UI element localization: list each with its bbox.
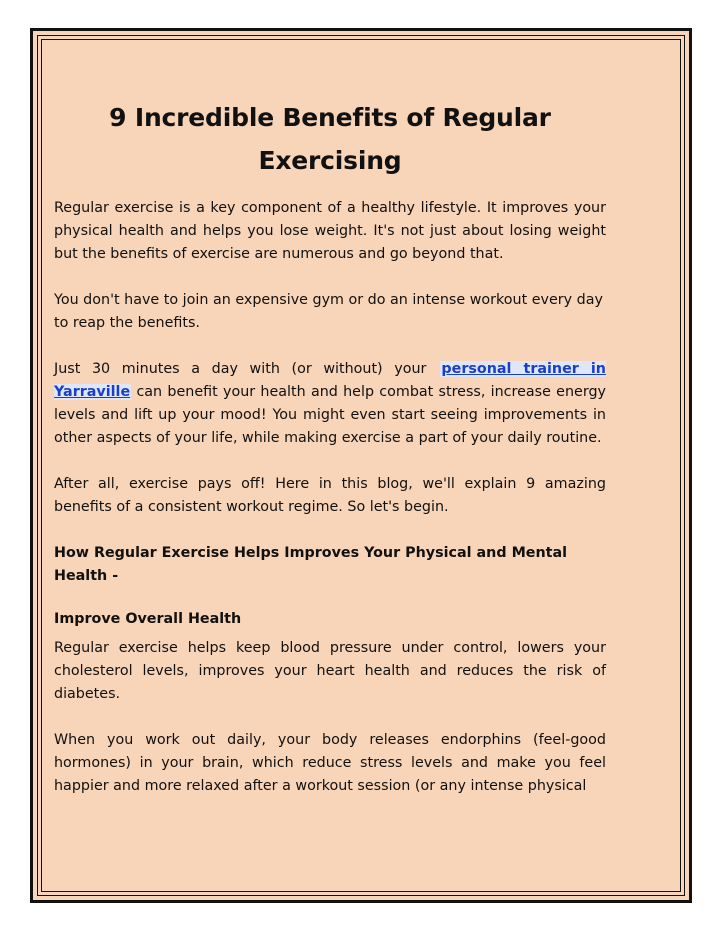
paragraph-pays-off: After all, exercise pays off! Here in this blog, we'll explain 9 amazing benefits of a consistent workout regime. So let's begin. — [54, 476, 606, 515]
document-content — [54, 96, 606, 821]
paragraph-endorphins: When you work out daily, your body releases endorphins (feel-good hormones) in your brain, which reduce stress levels and make you feel happier and more relaxed after a workout session (or any intense physical — [54, 732, 606, 794]
subsection-heading: Improve Overall Health — [54, 611, 242, 627]
paragraph-overall-health: Regular exercise helps keep blood pressure under control, lowers your cholesterol levels, improves your heart health and reduces the risk of diabetes. — [54, 640, 606, 702]
paragraph-trainer-text-before: Just 30 minutes a day with (or without) your — [54, 361, 427, 377]
paragraph-trainer — [54, 358, 606, 450]
section-heading: How Regular Exercise Helps Improves Your Physical and Mental Health - — [54, 545, 568, 584]
document-title: 9 Incredible Benefits of Regular Exercising — [109, 103, 551, 175]
paragraph-gym: You don't have to join an expensive gym or do an intense workout every day to reap the benefits. — [54, 292, 603, 331]
paragraph-intro: Regular exercise is a key component of a healthy lifestyle. It improves your physical health and helps you lose weight. It's not just about losing weight but the benefits of exercise are numerous and go beyond that. — [54, 200, 606, 262]
personal-trainer-link[interactable]: personal trainer in Yarraville — [54, 361, 606, 400]
paragraph-trainer-text-after: can benefit your health and help combat stress, increase energy levels and lift up your mood! You might even start seeing improvements in other aspects of your life, while making exercise a part of your daily routine. — [54, 384, 606, 446]
